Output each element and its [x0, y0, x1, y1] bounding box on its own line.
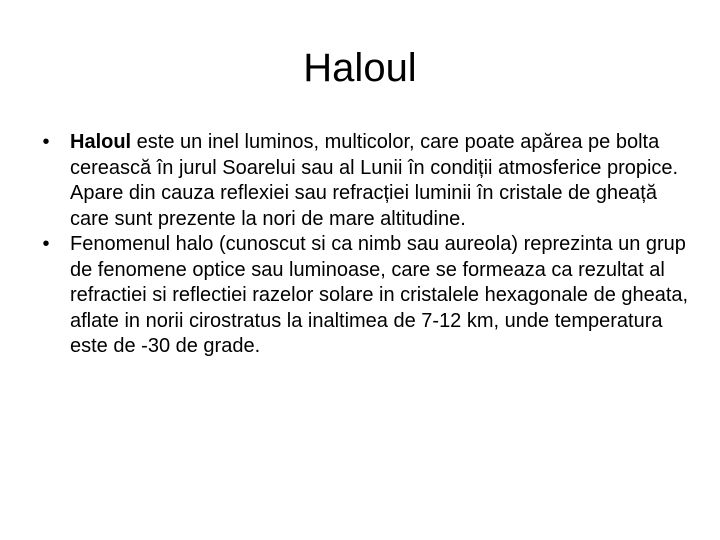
slide-title: Haloul	[303, 46, 417, 90]
bullet-list	[36, 130, 696, 360]
bullet-bold-term: Haloul	[70, 131, 132, 153]
bullet-item-halo-definition	[36, 130, 696, 232]
bullet-marker: •	[42, 233, 50, 255]
bullet-item-halo-phenomenon	[36, 232, 696, 360]
bullet-text: Fenomenul halo (cunoscut si ca nimb sau aureola) reprezinta un grup de fenomene optice sau luminoase, care se formeaza ca rezultat al refractiei si reflectiei razelor solare in cristalele hexagonale de gheata, aflate in norii cirostratus la inaltimea de 7-12 km, unde temperatura este de -30 de grade.	[70, 233, 689, 357]
bullet-marker: •	[42, 131, 50, 153]
bullet-text: este un inel luminos, multicolor, care poate apărea pe bolta cerească în jurul Soarelui sau al Lunii în condiții atmosferice propice. Apare din cauza reflexiei sau refracției luminii în cristale de gheață care sunt prezente la nori de mare altitudine.	[70, 131, 679, 230]
